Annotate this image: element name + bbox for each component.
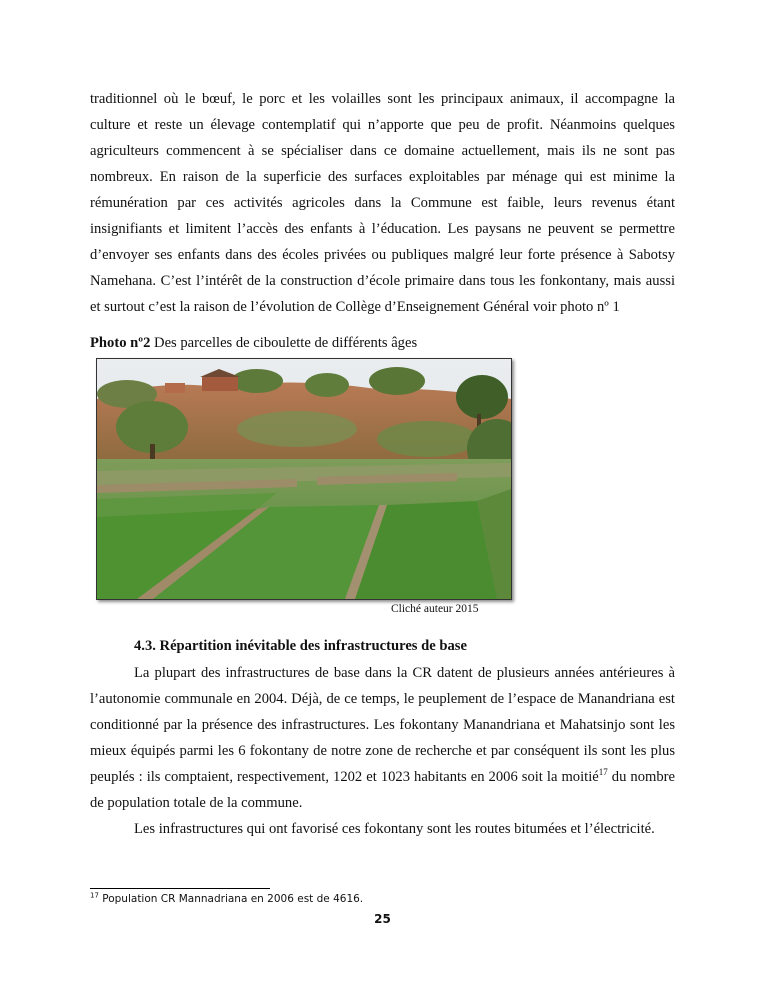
section-body xyxy=(90,660,675,842)
chive-field-image xyxy=(97,359,511,599)
footnote-reference[interactable]: 17 xyxy=(598,767,608,778)
footnote xyxy=(90,893,363,905)
section-paragraph-1 xyxy=(90,660,675,816)
footnote-separator xyxy=(90,888,270,889)
section-paragraph-tail: du nombre de population totale de la commune. xyxy=(90,769,675,811)
body-text-block xyxy=(90,86,675,320)
paragraph-continuation: traditionnel où le bœuf, le porc et les volailles sont les principaux animaux, il accompagne la culture et reste un élevage contemplatif qui n’apporte que peu de profit. Néanmoins quelques agriculteurs commencent à se spécialiser dans ce domaine actuellement, mais ils ne sont pas nombreux. En raison de la superficie des surfaces exploitables par ménage qui est minime la rémunération par ces activités agricoles dans la Commune est faible, leurs revenus étant insignifiants et limitent l’accès des enfants à l’éducation. Les paysans ne peuvent se permettre d’envoyer ses enfants dans des écoles privées ou publiques malgré leur forte présence à Sabotsy Namehana. C’est l’intérêt de la construction d’école primaire dans tous les fonkontany, mais aussi et surtout c’est la raison de l’évolution de Collège d’Enseignement Général voir photo nº 1 xyxy=(90,91,675,315)
photo-credit: Cliché auteur 2015 xyxy=(391,603,479,615)
section-heading: 4.3. Répartition inévitable des infrastructures de base xyxy=(134,638,467,654)
photo-label: Photo nº2 xyxy=(90,335,151,351)
footnote-number: 17 xyxy=(90,891,99,900)
chive-field-photo xyxy=(96,358,512,600)
section-paragraph-main: La plupart des infrastructures de base dans la CR datent de plusieurs années antérieures à l’autonomie communale en 2004. Déjà, de ce temps, le peuplement de l’espace de Manandriana est conditionné par la présence des infrastructures. Les fokontany Manandriana et Mahatsinjo sont les mieux équipés parmi les 6 fokontany de notre zone de recherche et par conséquent ils sont les plus peuplés : ils comptaient, respectivement, 1202 et 1023 habitants en 2006 soit la moitié xyxy=(90,665,675,785)
page-number: 25 xyxy=(374,912,391,926)
section-paragraph-2: Les infrastructures qui ont favorisé ces fokontany sont les routes bitumées et l’électricité. xyxy=(134,821,655,837)
photo-caption-text: Des parcelles de ciboulette de différents âges xyxy=(150,335,418,351)
photo-caption xyxy=(90,333,417,353)
footnote-text: Population CR Mannadriana en 2006 est de 4616. xyxy=(98,893,364,905)
